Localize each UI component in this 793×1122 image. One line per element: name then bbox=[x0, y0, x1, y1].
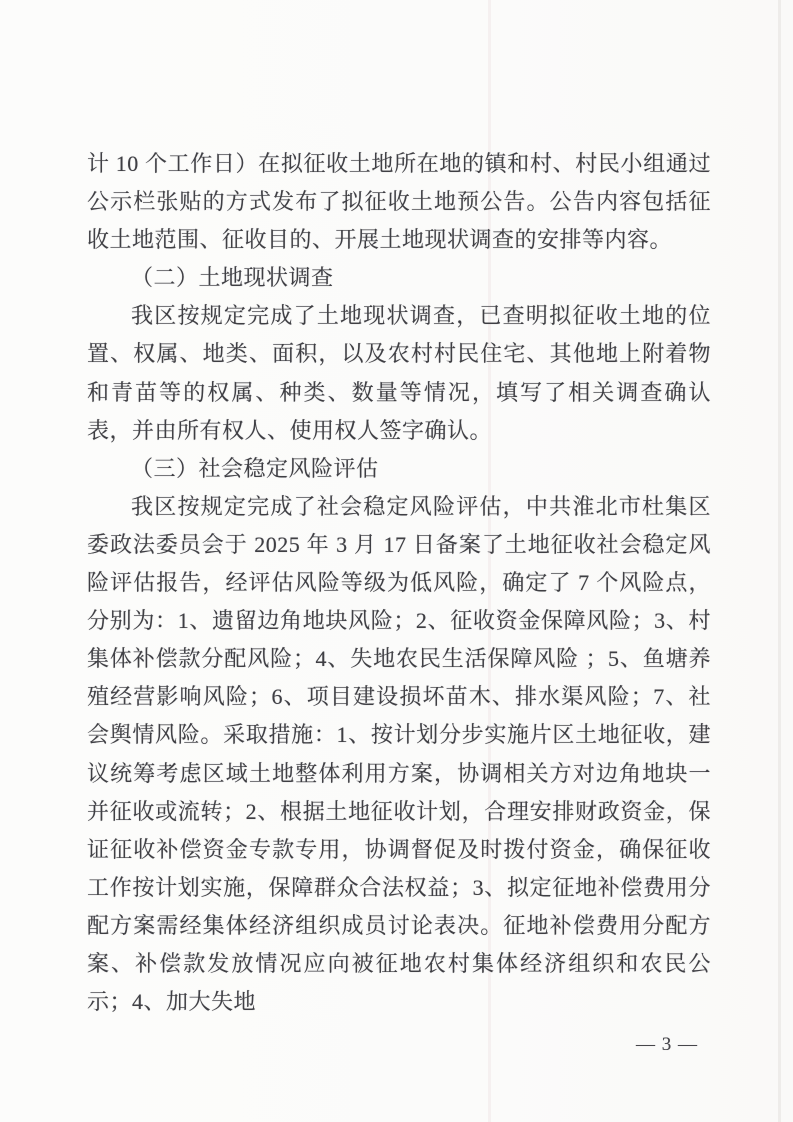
heading-section-2-land-status-survey: （二）土地现状调查 bbox=[131, 265, 334, 291]
paragraph-land-status-survey: 我区按规定完成了土地现状调查，已查明拟征收土地的位置、权属、地类、面积，以及农村村民住宅、其他地上附着物和青苗等的权属、种类、数量等情况，填写了相关调查确认表，并由所有权人、使用权人签字确认。 bbox=[87, 303, 711, 443]
heading-section-3-social-stability-risk: （三）社会稳定风险评估 bbox=[131, 455, 379, 481]
page-number: — 3 — bbox=[636, 1034, 698, 1055]
document-body bbox=[87, 145, 711, 1021]
paragraph-pre-announcement-continuation: 计 10 个工作日）在拟征收土地所在地的镇和村、村民小组通过公示栏张贴的方式发布了拟征收土地预公告。公告内容包括征收土地范围、征收目的、开展土地现状调查的安排等内容。 bbox=[87, 151, 711, 253]
scan-artifact-line bbox=[778, 0, 781, 1122]
paragraph-social-stability-risk-assessment: 我区按规定完成了社会稳定风险评估，中共淮北市杜集区委政法委员会于 2025 年 3 月 17 日备案了土地征收社会稳定风险评估报告，经评估风险等级为低风险，确定了 7 个风险点，分别为：1、遗留边角地块风险；2、征收资金保障风险；3、村集体补偿款分配风险；4、失地农民生活保障风险 ；5、鱼塘养殖经营影响风险；6、项目建设损坏苗木、排水渠风险；7、社会舆情风险。采取措施：1、按计划分步实施片区土地征收，建议统筹考虑区域土地整体利用方案，协调相关方对边角地块一并征收或流转；2、根据土地征收计划，合理安排财政资金，保证征收补偿资金专款专用，协调督促及时拨付资金，确保征收工作按计划实施，保障群众合法权益；3、拟定征地补偿费用分配方案需经集体经济组织成员讨论表决。征地补偿费用分配方案、补偿款发放情况应向被征地农村集体经济组织和农民公示；4、加大失地 bbox=[87, 493, 711, 1015]
